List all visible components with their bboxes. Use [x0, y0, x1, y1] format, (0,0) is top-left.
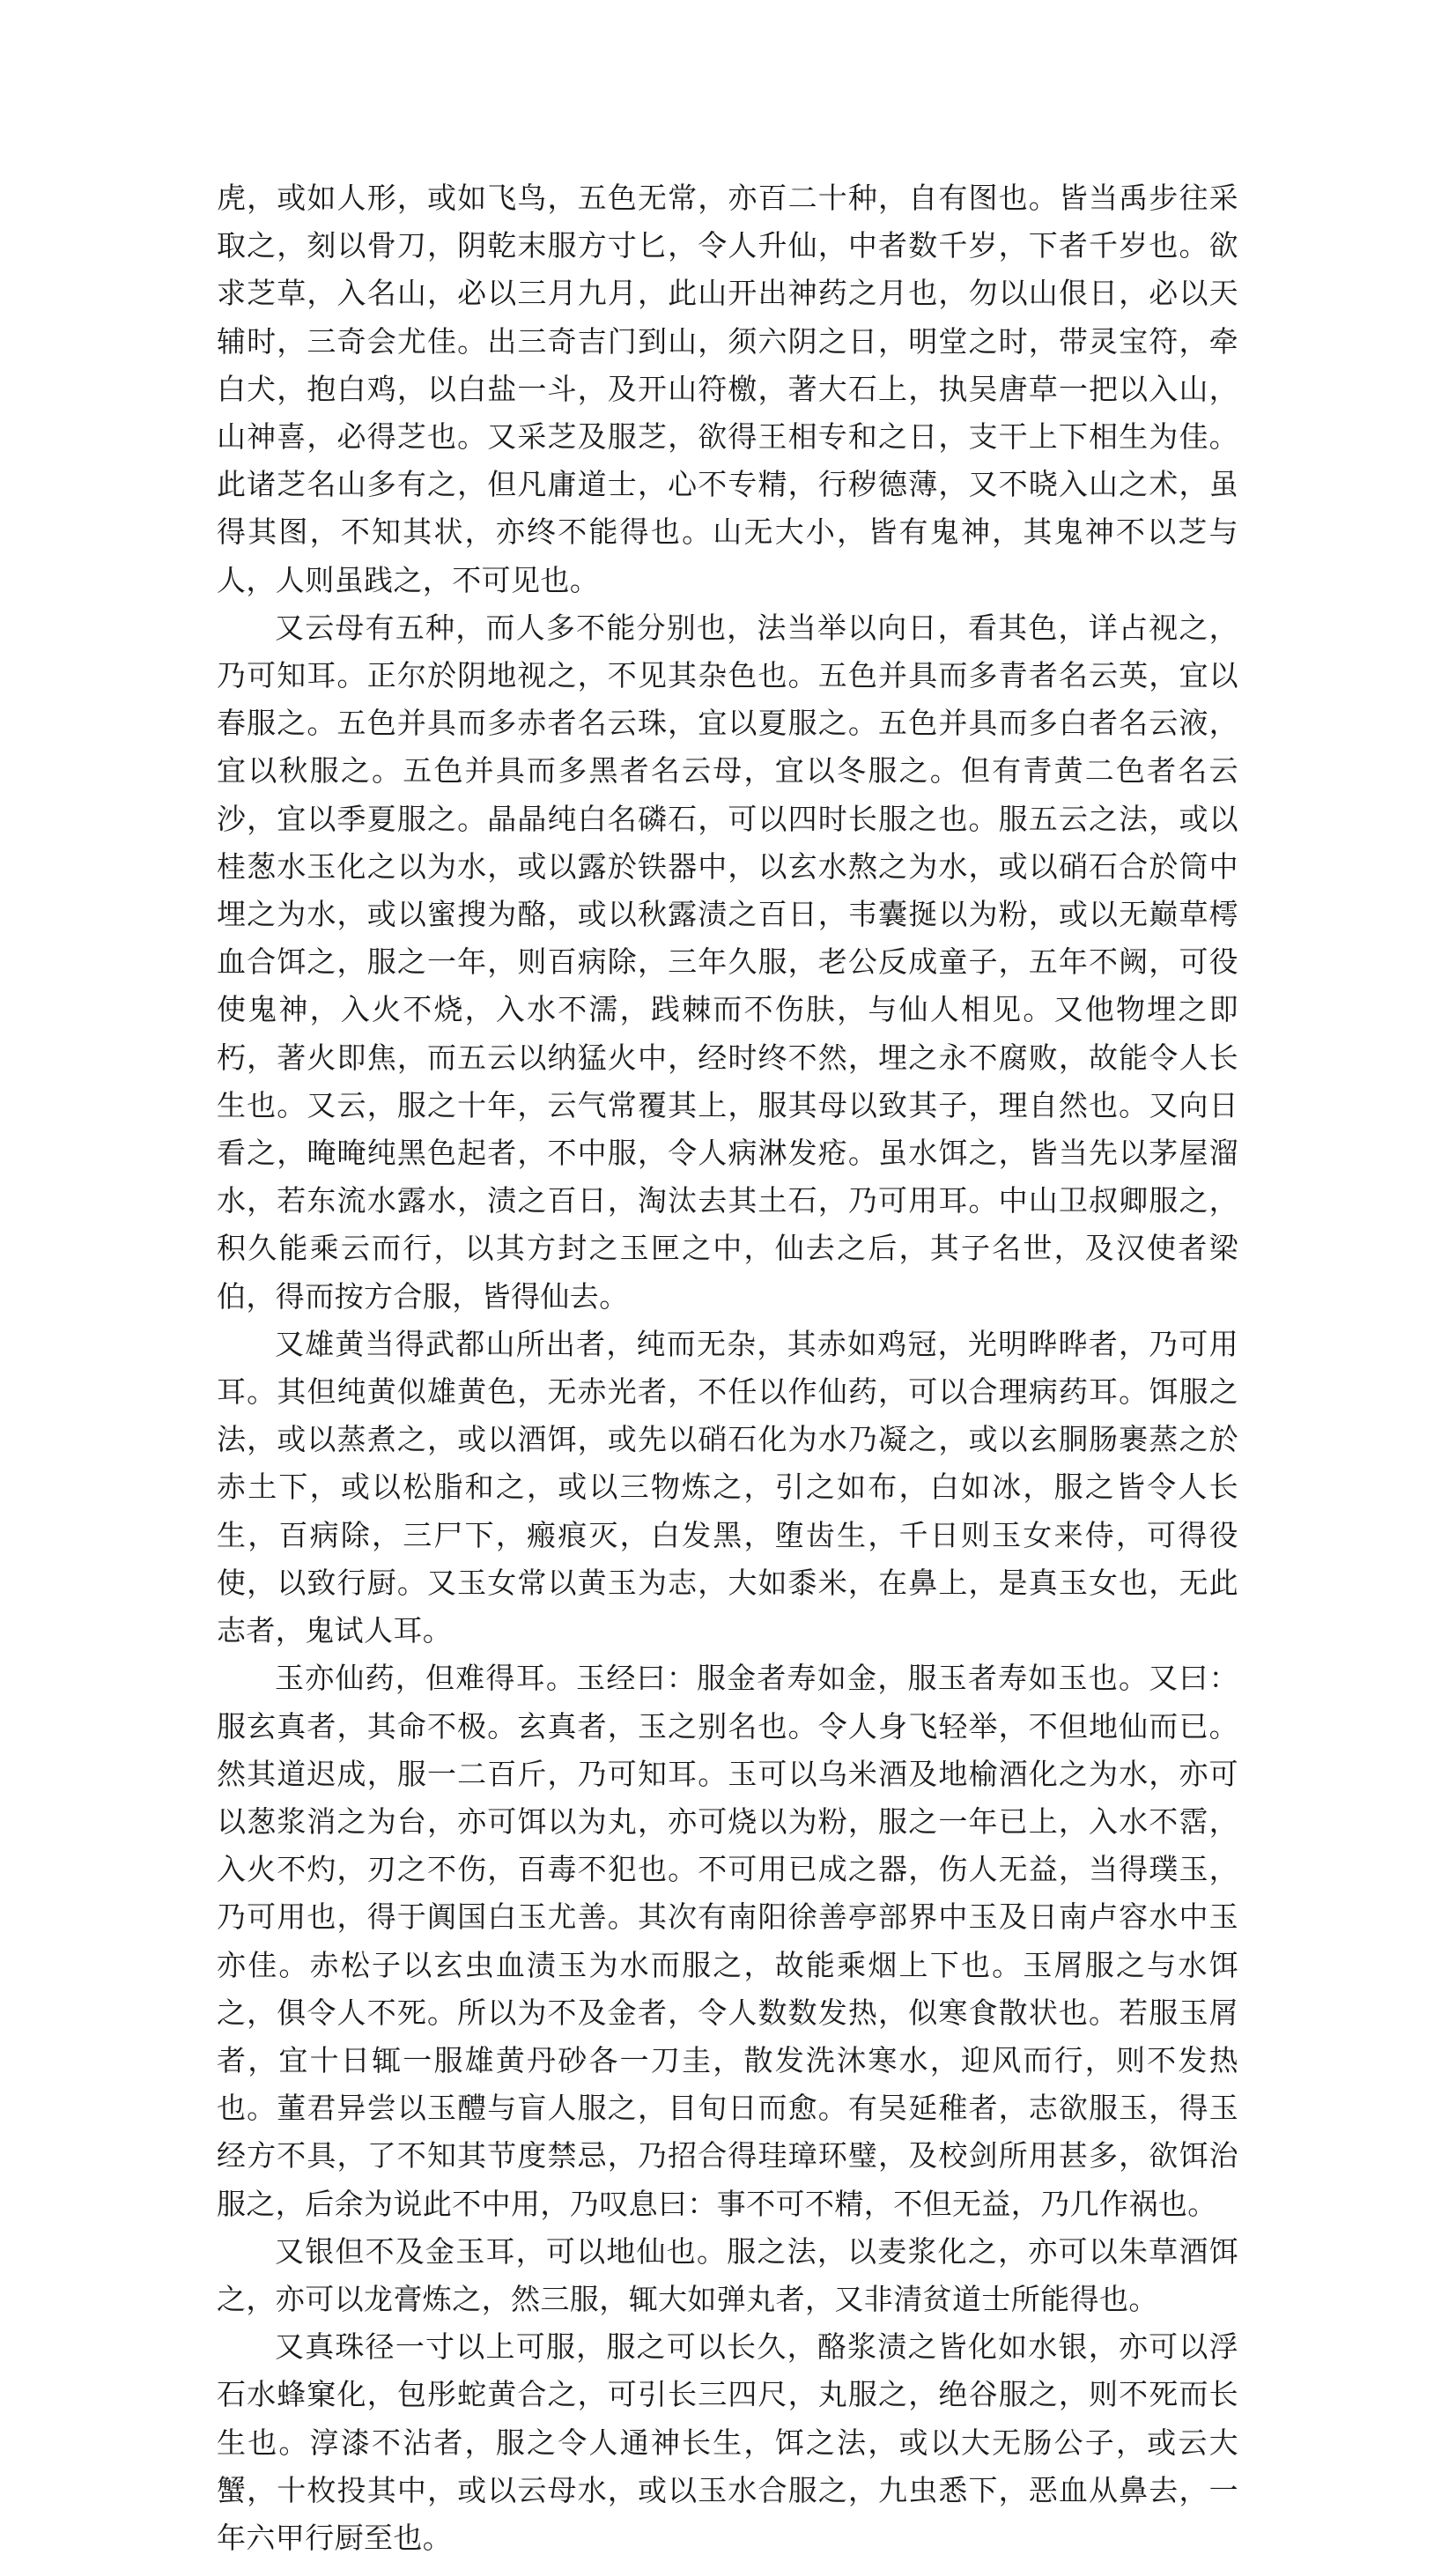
paragraph: 又银但不及金玉耳，可以地仙也。服之法，以麦浆化之，亦可以朱草酒饵之，亦可以龙膏炼之，然三服，辄大如弹丸者，又非清贫道士所能得也。	[217, 2233, 1238, 2316]
paragraph: 又雄黄当得武都山所出者，纯而无杂，其赤如鸡冠，光明晔晔者，乃可用耳。其但纯黄似雄黄色，无赤光者，不任以作仙药，可以合理病药耳。饵服之法，或以蒸煮之，或以酒饵，或先以硝石化为水乃凝之，或以玄胴肠裹蒸之於赤土下，或以松脂和之，或以三物炼之，引之如布，白如冰，服之皆令人长生，百病除，三尸下，瘢痕灭，白发黑，堕齿生，千日则玉女来侍，可得役使，以致行厨。又玉女常以黄玉为志，大如黍米，在鼻上，是真玉女也，无此志者，鬼试人耳。	[217, 1326, 1238, 1648]
paragraph: 虎，或如人形，或如飞鸟，五色无常，亦百二十种，自有图也。皆当禹步往采取之，刻以骨刀，阴乾末服方寸匕，令人升仙，中者数千岁，下者千岁也。欲求芝草，入名山，必以三月九月，此山开出神药之月也，勿以山佷日，必以天辅时，三奇会尤佳。出三奇吉门到山，须六阴之日，明堂之时，带灵宝符，牵白犬，抱白鸡，以白盐一斗，及开山符檄，著大石上，执吴唐草一把以入山，山神喜，必得芝也。又采芝及服芝，欲得王相专和之日，支干上下相生为佳。此诸芝名山多有之，但凡庸道士，心不专精，行秽德薄，又不晓入山之术，虽得其图，不知其状，亦终不能得也。山无大小，皆有鬼神，其鬼神不以芝与人，人则虽践之，不可见也。	[217, 181, 1238, 597]
paragraph: 又云母有五种，而人多不能分别也，法当举以向日，看其色，详占视之，乃可知耳。正尔於阴地视之，不见其杂色也。五色并具而多青者名云英，宜以春服之。五色并具而多赤者名云珠，宜以夏服之。五色并具而多白者名云液，宜以秋服之。五色并具而多黑者名云母，宜以冬服之。但有青黄二色者名云沙，宜以季夏服之。晶晶纯白名磷石，可以四时长服之也。服五云之法，或以桂葱水玉化之以为水，或以露於铁器中，以玄水熬之为水，或以硝石合於筒中埋之为水，或以蜜搜为酪，或以秋露渍之百日，韦囊挻以为粉，或以无巅草樗血合饵之，服之一年，则百病除，三年久服，老公反成童子，五年不阙，可役使鬼神，入火不烧，入水不濡，践棘而不伤肤，与仙人相见。又他物埋之即朽，著火即焦，而五云以纳猛火中，经时终不然，埋之永不腐败，故能令人长生也。又云，服之十年，云气常覆其上，服其母以致其子，理自然也。又向日看之，晻晻纯黑色起者，不中服，令人病淋发疮。虽水饵之，皆当先以茅屋溜水，若东流水露水，渍之百日，淘汰去其土石，乃可用耳。中山卫叔卿服之，积久能乘云而行，以其方封之玉匣之中，仙去之后，其子名世，及汉使者梁伯，得而按方合服，皆得仙去。	[217, 610, 1238, 1314]
paragraph: 又真珠径一寸以上可服，服之可以长久，酪浆渍之皆化如水银，亦可以浮石水蜂窠化，包彤蛇黄合之，可引长三四尺，丸服之，绝谷服之，则不死而长生也。淳漆不沾者，服之令人通神长生，饵之法，或以大无肠公子，或云大蟹，十枚投其中，或以云母水，或以玉水合服之，九虫悉下，恶血从鼻去，一年六甲行厨至也。	[217, 2329, 1238, 2555]
body-text	[217, 174, 1238, 2562]
paragraph: 玉亦仙药，但难得耳。玉经曰：服金者寿如金，服玉者寿如玉也。又曰：服玄真者，其命不极。玄真者，玉之别名也。令人身飞轻举，不但地仙而已。然其道迟成，服一二百斤，乃可知耳。玉可以乌米酒及地榆酒化之为水，亦可以葱浆消之为台，亦可饵以为丸，亦可烧以为粉，服之一年已上，入水不霑，入火不灼，刃之不伤，百毒不犯也。不可用已成之器，伤人无益，当得璞玉，乃可用也，得于阗国白玉尤善。其次有南阳徐善亭部界中玉及日南卢容水中玉亦佳。赤松子以玄虫血渍玉为水而服之，故能乘烟上下也。玉屑服之与水饵之，俱令人不死。所以为不及金者，令人数数发热，似寒食散状也。若服玉屑者，宜十日辄一服雄黄丹砂各一刀圭，散发洗沐寒水，迎风而行，则不发热也。董君异尝以玉醴与盲人服之，目旬日而愈。有吴延稚者，志欲服玉，得玉经方不具，了不知其节度禁忌，乃招合得珪璋环璧，及校剑所用甚多，欲饵治服之，后余为说此不中用，乃叹息曰：事不可不精，不但无益，乃几作祸也。	[217, 1661, 1238, 2221]
